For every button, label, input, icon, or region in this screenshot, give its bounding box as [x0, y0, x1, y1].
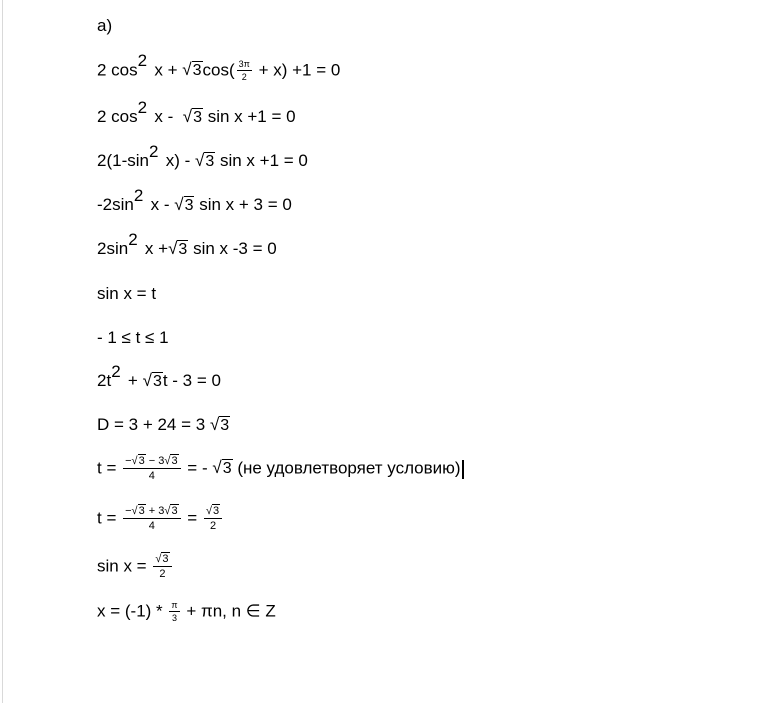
page-left-border	[2, 0, 3, 703]
sqrt3-over-2-fraction: $\frac{√3}{2}$	[153, 554, 171, 580]
sin-value-line: sin x = $\frac{√3}{2}$	[97, 554, 174, 580]
equation-line-5: 2sin 2 x +√3 sin x -3 = 0	[97, 230, 277, 258]
equation-line-4: -2sin 2 x - √3 sin x + 3 = 0	[97, 186, 292, 214]
substitution-line: sin x = t	[97, 284, 157, 303]
sqrt-3: √3	[168, 239, 188, 258]
discriminant-line: D = 3 + 24 = 3 √3	[97, 415, 230, 434]
equation-line-3: 2(1-sin 2 x) - √3 sin x +1 = 0	[97, 142, 308, 170]
sqrt-3: √3	[209, 415, 230, 434]
sqrt-3: √3	[142, 371, 162, 390]
equation-line-1: 2 cos 2 x + √3cos( $\frac{3\pi}{2}$ + x) +1 = 0	[97, 51, 341, 82]
fraction-3pi-over-2: $\frac{3\pi}{2}$	[238, 59, 250, 82]
quadratic-line: 2t 2 + √3t - 3 = 0	[97, 362, 221, 390]
root-2-fraction: $\frac{-√3 + 3√3}{4}$	[123, 506, 180, 532]
sqrt-3: √3	[174, 195, 194, 214]
root-2-line: t = $\frac{-√3 + 3√3}{4}$ = $\frac{√3}{2}$	[97, 506, 224, 532]
root-1-fraction: $\frac{-√3 - 3√3}{4}$	[123, 456, 180, 482]
pi-over-3-fraction: $\frac{\pi}{3}$	[171, 600, 178, 623]
root-1-line: t = $\frac{-√3 - 3√3}{4}$ = - √3 (не удовлетворяет условию)	[97, 456, 464, 482]
text-cursor	[462, 460, 464, 479]
sqrt-3: √3	[194, 151, 215, 170]
sqrt-3: √3	[212, 458, 232, 478]
constraint-line: - 1 ≤ t ≤ 1	[97, 328, 169, 347]
answer-line: x = (-1) * $\frac{\pi}{3}$ + πn, n ∈ Z	[97, 600, 276, 623]
sqrt3-over-2-fraction: $\frac{√3}{2}$	[204, 506, 222, 532]
equation-line-2: 2 cos 2 x - √3 sin x +1 = 0	[97, 98, 296, 126]
sqrt-3: √3	[182, 60, 202, 80]
part-label: а)	[97, 16, 113, 35]
sqrt-3: √3	[182, 107, 202, 126]
